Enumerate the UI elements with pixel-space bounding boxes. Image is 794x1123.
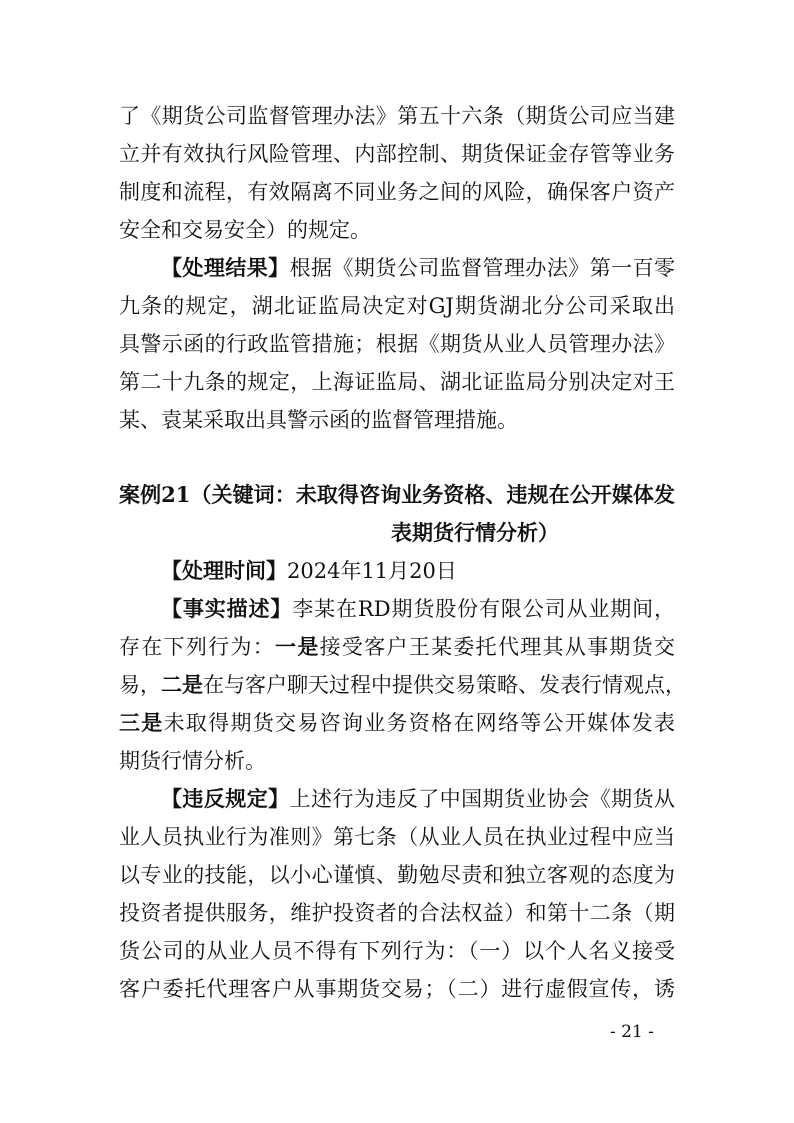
violation-line: 【违反规定】上述行为违反了中国期货业协会《期货从 [161,786,675,811]
paragraph-line: 三是未取得期货交易咨询业务资格在网络等公开媒体发表 [119,710,676,735]
fact-description-line: 【事实描述】李某在RD期货股份有限公司从业期间， [161,596,675,621]
case-title-line2: 表期货行情分析） [391,520,559,545]
paragraph-line: 投资者提供服务，维护投资者的合法权益）和第十二条（期 [119,901,675,925]
paragraph-line: 某、袁某采取出具警示函的监督管理措施。 [119,408,518,432]
paragraph-line: 期货行情分析。 [119,749,266,773]
paragraph-line: 九条的规定，湖北证监局决定对GJ期货湖北分公司采取出 [119,294,675,318]
paragraph-line: 货公司的从业人员不得有下列行为：（一）以个人名义接受 [119,939,675,963]
violation-tag: 【违反规定】 [161,786,290,811]
paragraph-line: 易，二是在与客户聊天过程中提供交易策略、发表行情观点， [119,672,686,697]
paragraph-line: 业人员执业行为准则》第七条（从业人员在执业过程中应当 [119,825,675,849]
paragraph-line: 制度和流程，有效隔离不同业务之间的风险，确保客户资产 [119,180,675,204]
paragraph-line: 以专业的技能，以小心谨慎、勤勉尽责和独立客观的态度为 [119,863,675,887]
case-title: 案例21（关键词：未取得咨询业务资格、违规在公开媒体发 [119,482,675,507]
paragraph-line: 具警示函的行政监管措施；根据《期货从业人员管理办法》 [119,332,675,356]
processing-time-text: 2024年11月20日 [287,559,457,583]
paragraph-line: 客户委托代理客户从事期货交易；（二）进行虚假宣传，诱 [119,977,675,1001]
page-number: - 21 - [610,1022,654,1042]
paragraph-line: 立并有效执行风险管理、内部控制、期货保证金存管等业务 [119,142,675,166]
fact-description-tag: 【事实描述】 [161,596,293,621]
paragraph-line: 存在下列行为：一是接受客户王某委托代理其从事期货交 [119,634,676,659]
processing-result-tag: 【处理结果】 [161,255,290,280]
paragraph-line: 第二十九条的规定，上海证监局、湖北证监局分别决定对王 [119,370,675,394]
processing-result-line [161,255,675,281]
paragraph-line: 安全和交易安全）的规定。 [119,218,371,242]
processing-time-line [161,558,675,584]
paragraph-line: 了《期货公司监督管理办法》第五十六条（期货公司应当建 [119,104,675,128]
processing-result-text: 根据《期货公司监督管理办法》第一百零 [289,256,675,280]
processing-time-tag: 【处理时间】 [161,558,287,583]
